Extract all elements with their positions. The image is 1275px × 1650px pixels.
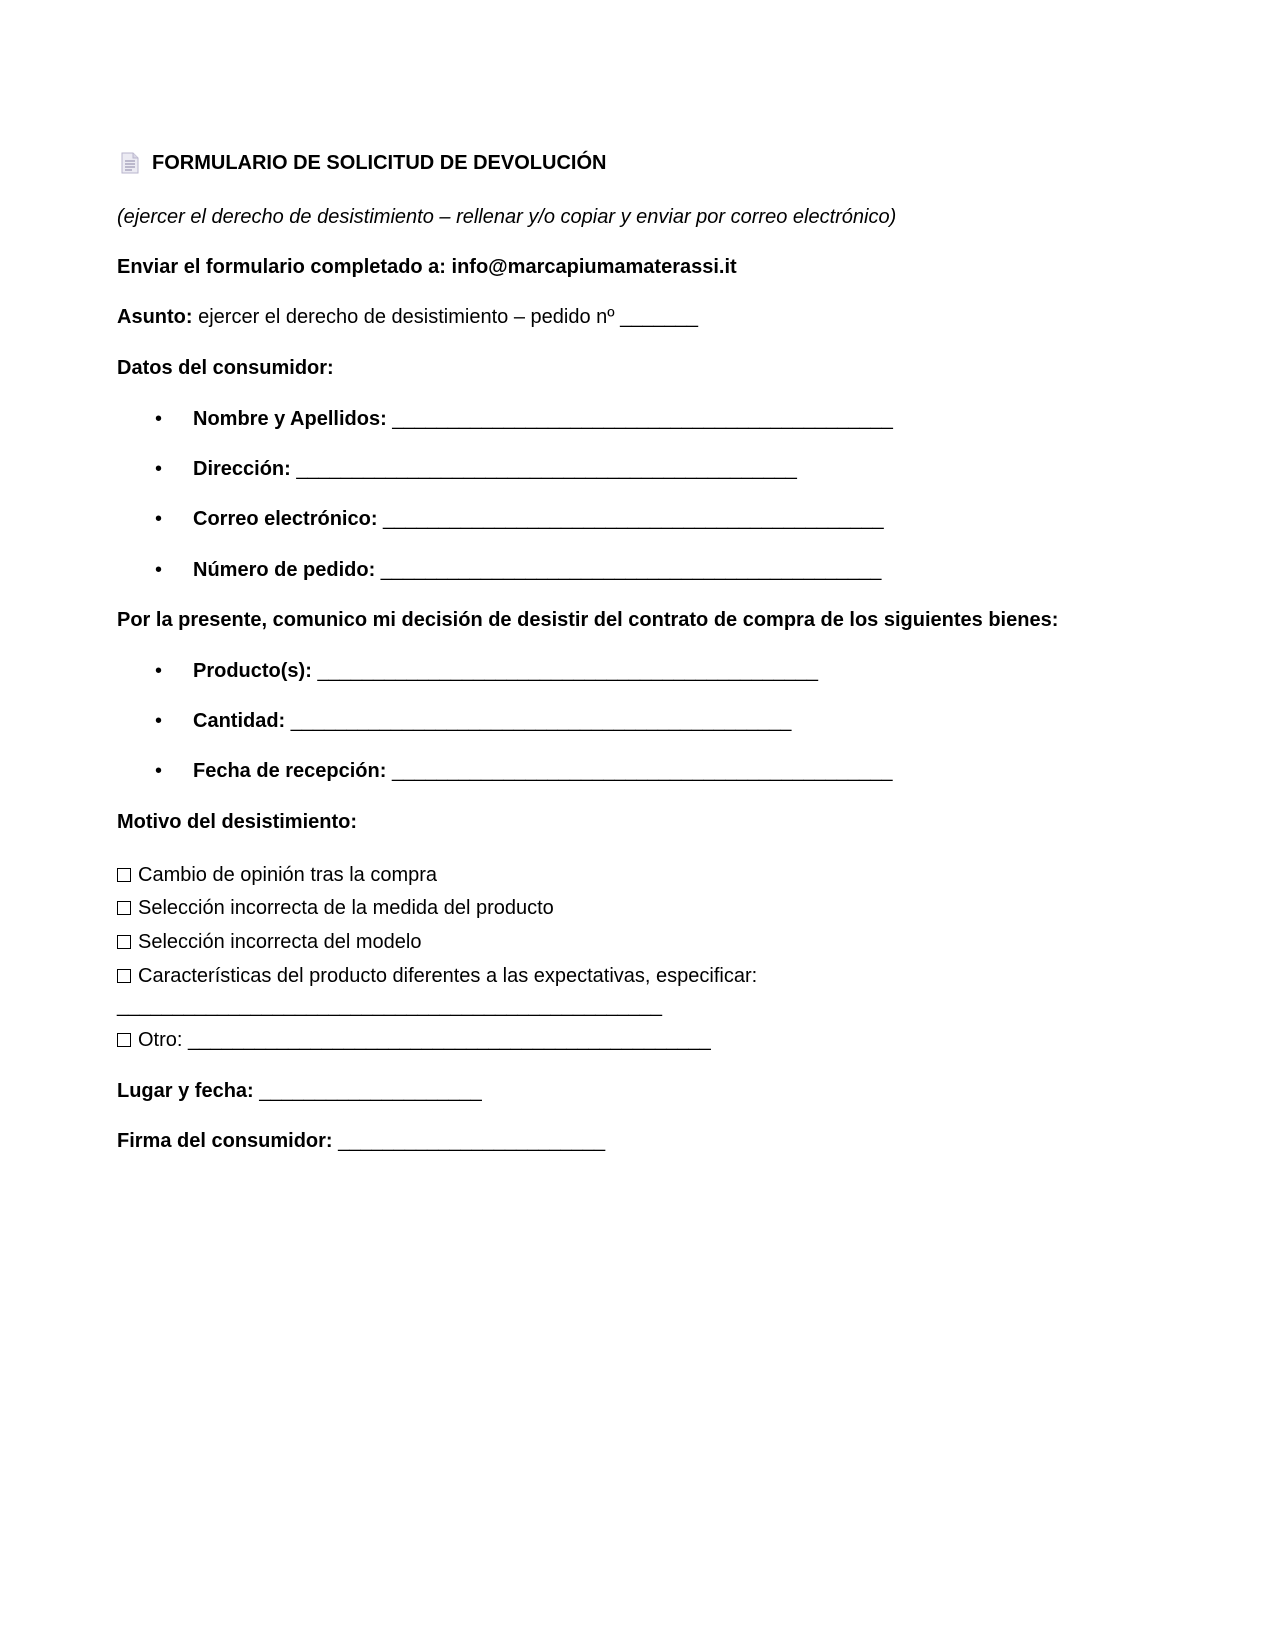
- field-label: Fecha de recepción:: [193, 760, 387, 782]
- field-blank[interactable]: _____________________________________________: [285, 710, 792, 732]
- bullet-icon: •: [155, 408, 163, 430]
- page-title: FORMULARIO DE SOLICITUD DE DEVOLUCIÓN: [152, 152, 607, 174]
- signature-blank[interactable]: ________________________: [332, 1130, 606, 1152]
- field-address: [193, 457, 797, 481]
- bullet-icon: •: [155, 559, 163, 581]
- field-label: Nombre y Apellidos:: [193, 408, 387, 430]
- reason-heading: Motivo del desistimiento:: [117, 811, 358, 833]
- bullet-icon: •: [155, 760, 163, 782]
- checkbox-icon[interactable]: [117, 969, 131, 983]
- title-row: [121, 151, 606, 175]
- field-products: [193, 659, 818, 683]
- checkbox-icon[interactable]: [117, 1033, 131, 1047]
- document-icon: [121, 152, 139, 174]
- subtitle: (ejercer el derecho de desistimiento – rellenar y/o copiar y enviar por correo electrónico): [117, 206, 897, 228]
- specify-blank[interactable]: _________________________________________________: [117, 995, 663, 1017]
- reason-option[interactable]: [117, 964, 757, 988]
- place-date-line: [117, 1079, 482, 1103]
- declaration: Por la presente, comunico mi decisión de desistir del contrato de compra de los siguientes bienes:: [117, 609, 1059, 631]
- signature-line: [117, 1129, 605, 1153]
- other-label: Otro:: [138, 1029, 183, 1051]
- reason-label: Cambio de opinión tras la compra: [138, 864, 438, 886]
- bullet-icon: •: [155, 710, 163, 732]
- reason-option[interactable]: [117, 896, 554, 920]
- bullet-icon: •: [155, 508, 163, 530]
- field-blank[interactable]: _____________________________________________: [386, 760, 893, 782]
- checkbox-icon[interactable]: [117, 935, 131, 949]
- reason-option-other[interactable]: [117, 1028, 711, 1052]
- field-blank[interactable]: _____________________________________________: [375, 559, 882, 581]
- field-email: [193, 507, 884, 531]
- send-to: Enviar el formulario completado a: info@marcapiumamaterassi.it: [117, 256, 737, 278]
- field-name: [193, 407, 893, 431]
- field-label: Dirección:: [193, 458, 291, 480]
- place-date-label: Lugar y fecha:: [117, 1080, 254, 1102]
- bullet-icon: •: [155, 458, 163, 480]
- reason-option[interactable]: [117, 930, 422, 954]
- reason-option[interactable]: [117, 863, 437, 887]
- subject-text: ejercer el derecho de desistimiento – pedido nº _______: [192, 306, 698, 328]
- consumer-heading: Datos del consumidor:: [117, 357, 334, 379]
- field-receipt-date: [193, 759, 893, 783]
- field-order-number: [193, 558, 881, 582]
- reason-label: Características del producto diferentes a las expectativas, especificar:: [138, 965, 758, 987]
- field-blank[interactable]: _____________________________________________: [311, 660, 818, 682]
- checkbox-icon[interactable]: [117, 901, 131, 915]
- field-label: Número de pedido:: [193, 559, 376, 581]
- field-blank[interactable]: _____________________________________________: [290, 458, 797, 480]
- field-label: Producto(s):: [193, 660, 312, 682]
- reason-label: Selección incorrecta del modelo: [138, 931, 422, 953]
- field-blank[interactable]: _____________________________________________: [386, 408, 893, 430]
- field-quantity: [193, 709, 791, 733]
- reason-label: Selección incorrecta de la medida del producto: [138, 897, 554, 919]
- other-blank[interactable]: _______________________________________________: [182, 1029, 711, 1051]
- field-label: Correo electrónico:: [193, 508, 378, 530]
- subject-label: Asunto:: [117, 306, 193, 328]
- signature-label: Firma del consumidor:: [117, 1130, 333, 1152]
- bullet-icon: •: [155, 660, 163, 682]
- field-blank[interactable]: _____________________________________________: [377, 508, 884, 530]
- checkbox-icon[interactable]: [117, 868, 131, 882]
- subject-line: [117, 305, 698, 329]
- field-label: Cantidad:: [193, 710, 286, 732]
- place-date-blank[interactable]: ____________________: [253, 1080, 482, 1102]
